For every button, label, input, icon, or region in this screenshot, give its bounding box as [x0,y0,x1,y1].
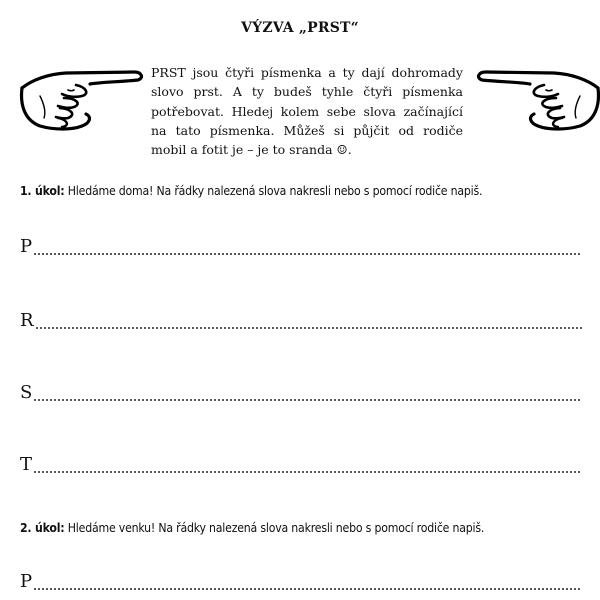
pointing-hand-right-icon [18,60,148,134]
answer-line-p-outdoor[interactable] [20,567,582,591]
task-2-label: 2. úkol: [20,521,65,535]
dotted-line [35,327,582,329]
dotted-line [33,253,582,255]
page-title: VÝZVA „PRST“ [241,20,359,36]
task-2-instruction [20,521,585,535]
answer-line-letter: P [20,571,33,592]
task-1-label: 1. úkol: [20,184,65,198]
answer-line-letter: P [20,236,33,257]
answer-line-r[interactable] [20,306,582,330]
answer-line-letter: S [20,382,33,403]
dotted-line [33,588,582,590]
intro-paragraph: PRST jsou čtyři písmenka a ty dají dohromady slovo prst. A ty budeš tyhle čtyři písmenka potřebovat. Hledej kolem sebe slova začínající na tato písmenka. Můžeš si půjčit od rodiče mobil a fotit je – je to sranda ☺. [151,65,463,158]
task-1-instruction [20,184,585,198]
answer-line-t[interactable] [20,450,582,474]
answer-line-letter: R [20,310,34,331]
dotted-line [33,399,582,401]
dotted-line [33,471,582,473]
task-1-text: Hledáme doma! Na řádky nalezená slova nakresli nebo s pomocí rodiče napiš. [64,184,483,198]
answer-line-p[interactable] [20,232,582,256]
answer-line-s[interactable] [20,378,582,402]
answer-line-letter: T [20,454,33,475]
task-2-text: Hledáme venku! Na řádky nalezená slova nakresli nebo s pomocí rodiče napiš. [64,521,485,535]
pointing-hand-left-icon [472,60,600,134]
